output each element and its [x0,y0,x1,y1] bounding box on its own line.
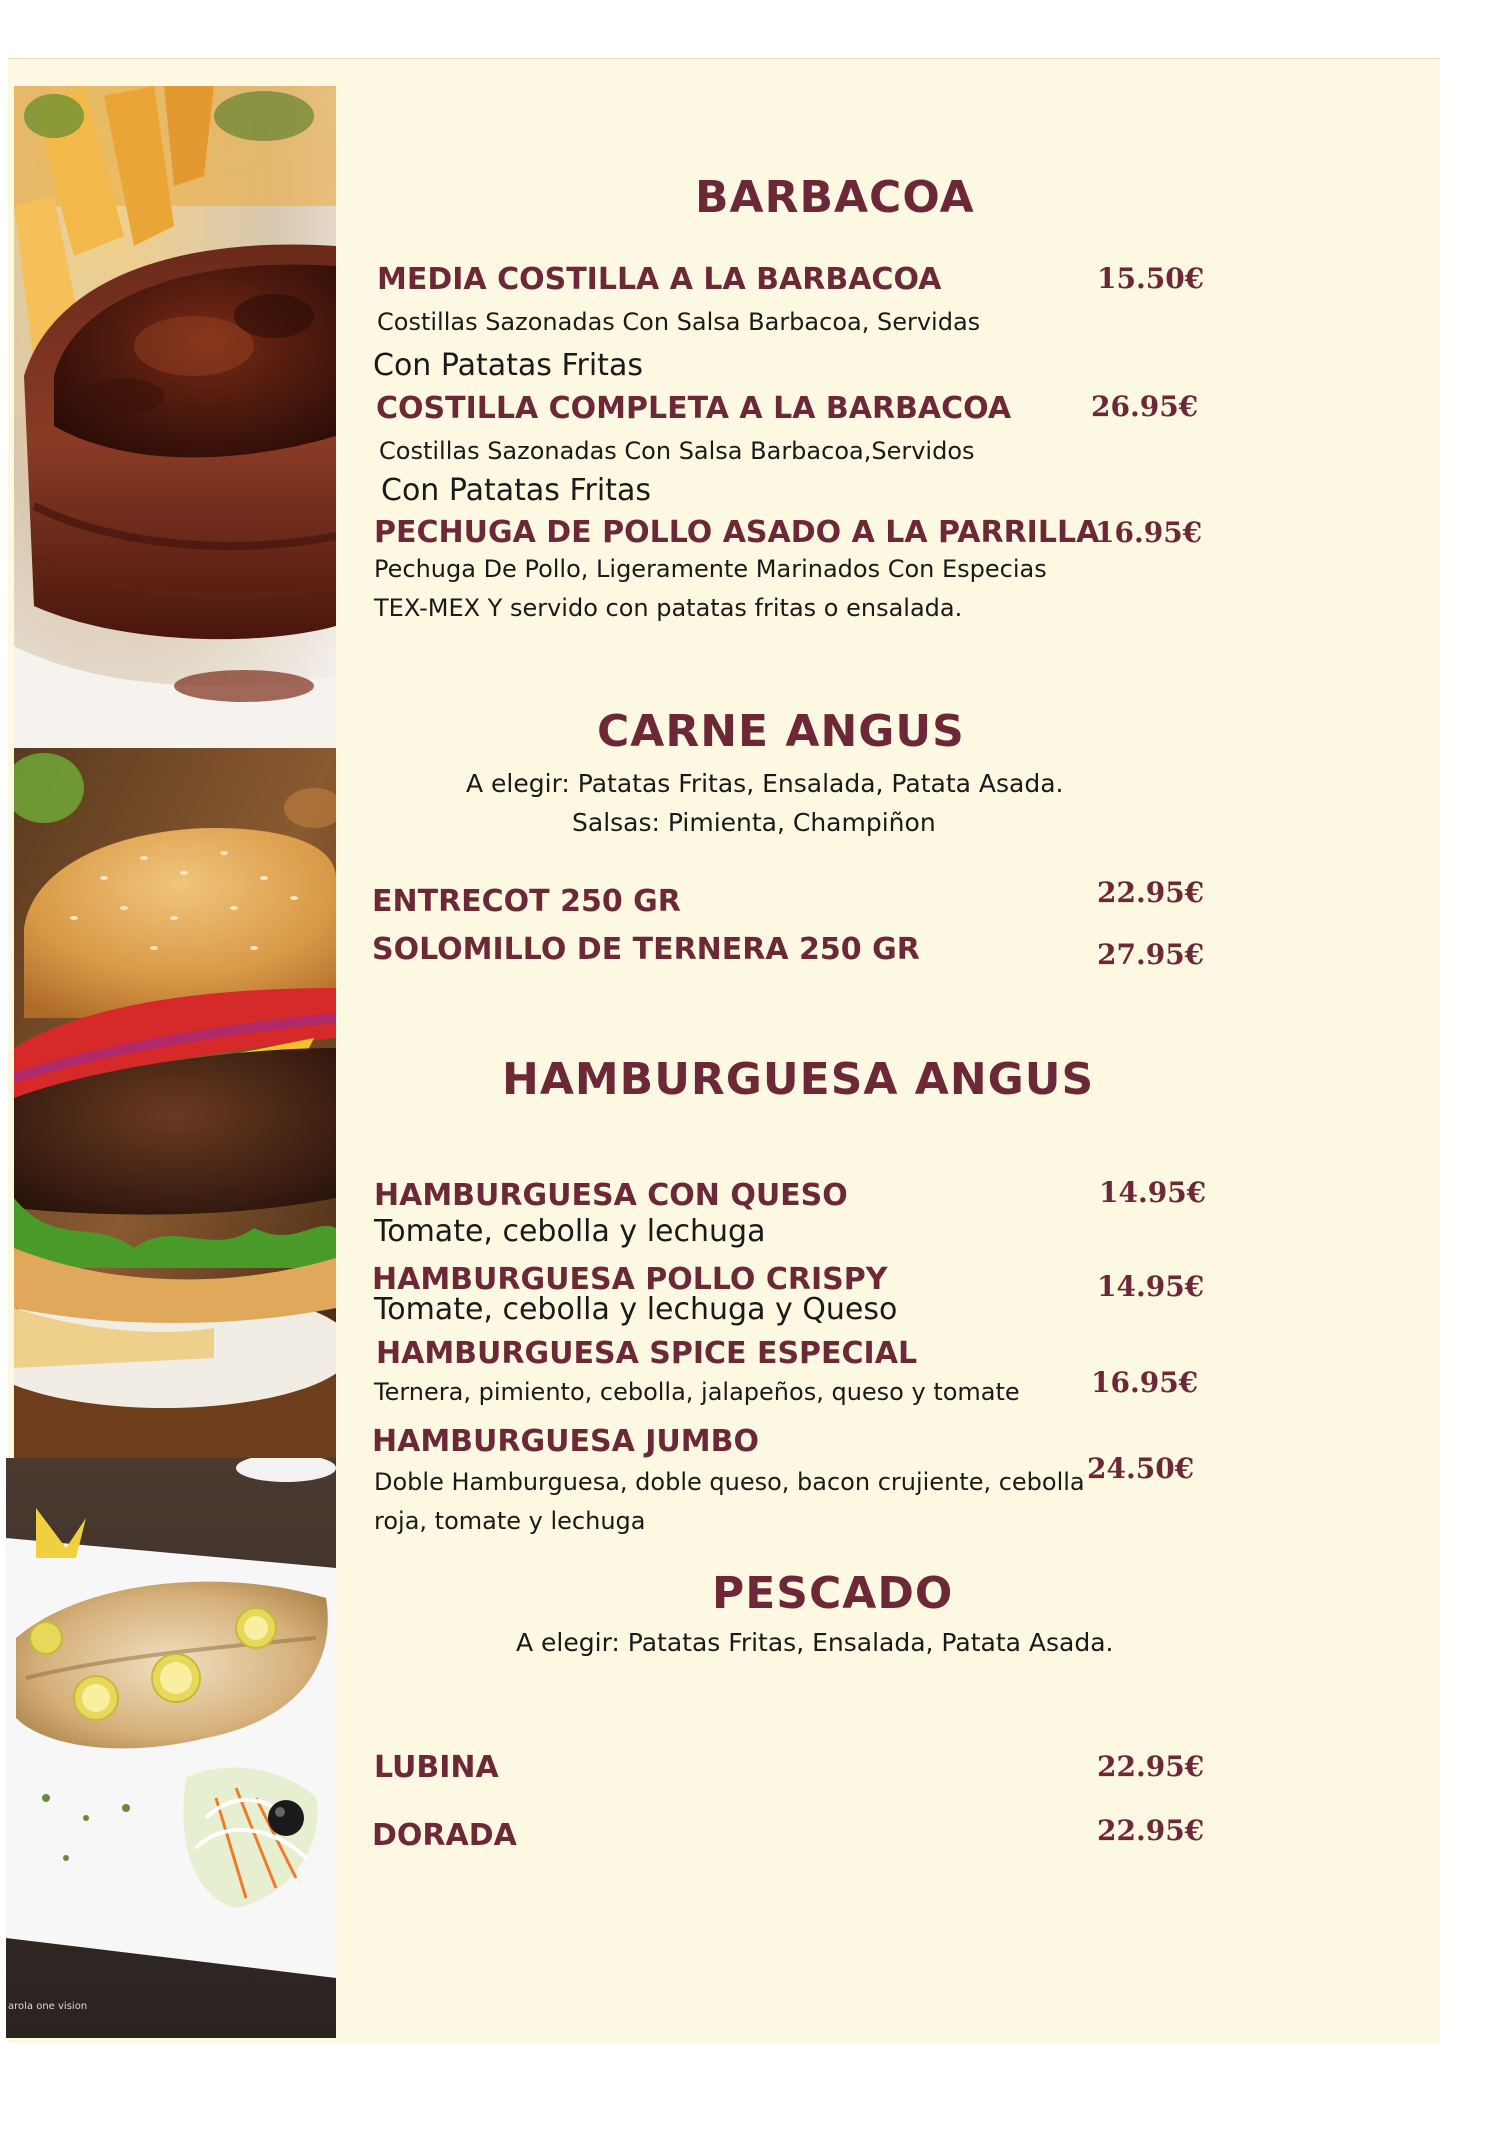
price-media-costilla: 15.50€ [1097,262,1205,295]
item-name-hamburguesa-queso: HAMBURGUESA CON QUESO [374,1178,848,1213]
price-hamburguesa-queso: 14.95€ [1099,1176,1207,1209]
burger-photo [14,748,336,1458]
item-desc-media-costilla-1: Costillas Sazonadas Con Salsa Barbacoa, Servidas [377,308,981,336]
carne-angus-note-sauces: Salsas: Pimienta, Champiñon [572,808,936,837]
item-desc-hamburguesa-spice: Ternera, pimiento, cebolla, jalapeños, queso y tomate [374,1378,1020,1406]
item-name-pechuga-pollo: PECHUGA DE POLLO ASADO A LA PARRILLA [374,515,1100,550]
section-title-carne-angus: CARNE ANGUS [597,706,965,757]
item-desc-hamburguesa-jumbo-2: roja, tomate y lechuga [374,1507,646,1535]
item-desc-costilla-completa-2: Con Patatas Fritas [381,473,651,508]
item-desc-hamburguesa-queso: Tomate, cebolla y lechuga [374,1214,766,1249]
item-desc-media-costilla-2: Con Patatas Fritas [373,348,643,383]
item-desc-hamburguesa-jumbo-1: Doble Hamburguesa, doble queso, bacon crujiente, cebolla [374,1468,1085,1496]
item-name-entrecot: ENTRECOT 250 GR [372,884,681,919]
item-desc-pechuga-pollo-1: Pechuga De Pollo, Ligeramente Marinados Con Especias [374,555,1047,583]
steak-photo [14,86,336,748]
item-desc-pechuga-pollo-2: TEX-MEX Y servido con patatas fritas o ensalada. [374,594,963,622]
item-name-hamburguesa-pollo-crispy: HAMBURGUESA POLLO CRISPY [372,1262,888,1297]
item-name-solomillo: SOLOMILLO DE TERNERA 250 GR [372,932,920,967]
item-desc-costilla-completa-1: Costillas Sazonadas Con Salsa Barbacoa,Servidos [379,437,975,465]
price-dorada: 22.95€ [1097,1814,1205,1847]
section-title-hamburguesa-angus: HAMBURGUESA ANGUS [502,1054,1095,1105]
section-title-pescado: PESCADO [712,1568,954,1619]
price-solomillo: 27.95€ [1097,938,1205,971]
price-entrecot: 22.95€ [1097,876,1205,909]
photo-strip [8,86,336,2038]
pescado-note-sides: A elegir: Patatas Fritas, Ensalada, Patata Asada. [516,1628,1114,1657]
item-name-hamburguesa-jumbo: HAMBURGUESA JUMBO [372,1424,759,1459]
item-name-costilla-completa: COSTILLA COMPLETA A LA BARBACOA [376,391,1012,426]
price-lubina: 22.95€ [1097,1750,1205,1783]
price-pechuga-pollo: 16.95€ [1095,516,1203,549]
item-name-dorada: DORADA [372,1818,517,1853]
item-name-hamburguesa-spice: HAMBURGUESA SPICE ESPECIAL [376,1336,918,1371]
price-hamburguesa-spice: 16.95€ [1091,1366,1199,1399]
carne-angus-note-sides: A elegir: Patatas Fritas, Ensalada, Patata Asada. [466,769,1064,798]
item-desc-hamburguesa-pollo-crispy: Tomate, cebolla y lechuga y Queso [374,1292,898,1327]
price-hamburguesa-pollo-crispy: 14.95€ [1097,1270,1205,1303]
watermark: arola one vision [8,2001,88,2012]
fish-photo [6,1458,336,2038]
item-name-media-costilla: MEDIA COSTILLA A LA BARBACOA [377,262,942,297]
price-costilla-completa: 26.95€ [1091,390,1199,423]
section-title-barbacoa: BARBACOA [695,172,975,223]
price-hamburguesa-jumbo: 24.50€ [1087,1452,1195,1485]
item-name-lubina: LUBINA [374,1750,499,1785]
